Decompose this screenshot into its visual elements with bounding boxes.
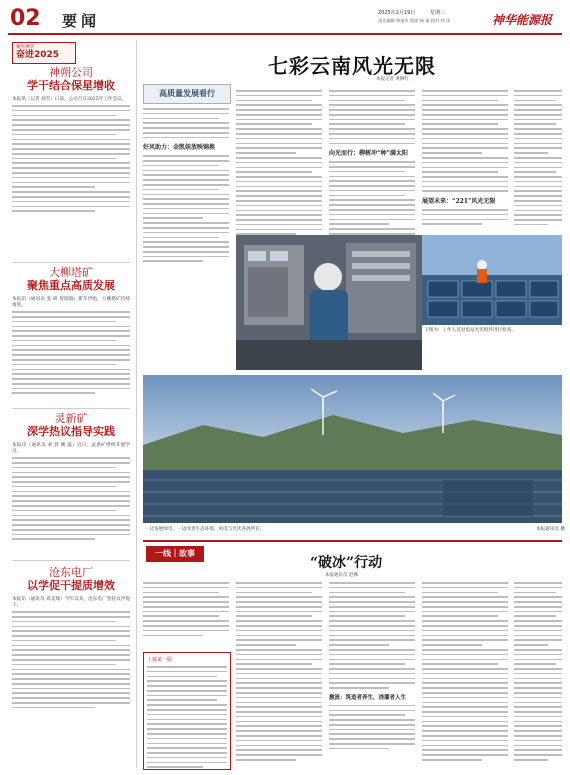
photo-caption-1: 下图为：工作人员对电站光伏组件进行检查。 bbox=[424, 328, 516, 333]
photo-landscape bbox=[143, 375, 562, 523]
photo-solar-panels bbox=[422, 235, 562, 325]
article-title-line1: 沧东电厂 bbox=[49, 566, 93, 579]
header-weekday: 星期三 bbox=[430, 10, 446, 16]
section-subhead-1: 好风助力：金凯娃放映锦换 bbox=[143, 144, 216, 152]
article-title-line2: 学干结合保星增收 bbox=[27, 79, 115, 92]
continued-box-title: 上接第一版 bbox=[147, 657, 173, 663]
header-date: 2025年2月19日 bbox=[378, 10, 416, 16]
banner-text: 高质量发展看行 bbox=[159, 89, 215, 98]
header-divider bbox=[8, 33, 562, 35]
main-byline: 本报记者 黄柳红 bbox=[376, 77, 409, 82]
main-headline: 七彩云南风光无限 bbox=[268, 54, 436, 78]
sidebar-divider bbox=[12, 560, 130, 561]
bottom-column-2 bbox=[236, 582, 322, 764]
sidebar-divider bbox=[12, 262, 130, 263]
sidebar-article-3 bbox=[12, 412, 130, 543]
article-title-line2: 深学热议指导实践 bbox=[27, 425, 115, 438]
badge-top-text: 聚焦神华 bbox=[16, 45, 34, 50]
continued-box bbox=[143, 652, 231, 770]
article-lead: 本报讯（通讯员 张 研 贺瑞瑞）新年伊始，大柳塔矿持续推进。 bbox=[12, 297, 130, 309]
article-title-line1: 大柳塔矿 bbox=[49, 266, 93, 279]
main-column-5 bbox=[514, 90, 562, 229]
section-subhead-2: 向光而行：柳树冲“种”满太阳 bbox=[329, 150, 408, 158]
article-title-line2: 以学促干提质增效 bbox=[27, 579, 115, 592]
bottom-column-4 bbox=[422, 582, 508, 764]
sidebar-badge bbox=[12, 42, 76, 64]
article-lead: 本报讯（通讯员 邓美瑞）今年以来，沧东电厂坚持以学促干。 bbox=[12, 597, 130, 609]
feature-bottom-rule bbox=[143, 540, 562, 542]
sidebar-article-1 bbox=[12, 66, 130, 215]
section-subhead-3: 展望未来：“221”风光无限 bbox=[422, 198, 496, 205]
article-body bbox=[12, 311, 130, 394]
section-name: 要闻 bbox=[62, 12, 101, 30]
bottom-byline: 本报通讯员 赵娜 bbox=[325, 573, 358, 578]
main-column-3 bbox=[329, 90, 415, 242]
article-lead: 本报讯（记者 刘雪）日前，公司召开2025年工作会议。 bbox=[12, 97, 127, 102]
bottom-kicker: 一线｜故事 bbox=[146, 546, 204, 562]
bottom-headline: “破冰”行动 bbox=[310, 555, 383, 571]
article-title-line2: 聚焦重点高质发展 bbox=[27, 279, 115, 292]
article-body bbox=[12, 105, 130, 212]
sidebar-column-rule bbox=[136, 40, 137, 768]
article-lead: 本报讯（通讯员 刘 晨 姚 磊）近日，灵新矿组织开展学习。 bbox=[12, 443, 130, 455]
article-title-line1: 神朔公司 bbox=[49, 66, 93, 79]
photo-credit: 本报通讯员 摄 bbox=[535, 527, 565, 532]
wind-solar-landscape-image bbox=[143, 375, 562, 523]
bottom-column-5 bbox=[514, 582, 562, 764]
masthead-logo: 神华能源报 bbox=[492, 13, 553, 27]
sidebar-article-4 bbox=[12, 566, 130, 712]
bottom-subhead: 激流：筑造者养生，浇灌者人生 bbox=[329, 694, 407, 701]
article-title-line1: 灵新矿 bbox=[54, 412, 88, 425]
photo-caption-2: 一边发展绿电，一边改善生态环境，风电与光伏各展所长。 bbox=[145, 527, 265, 532]
feature-banner bbox=[143, 84, 231, 104]
bottom-column-3 bbox=[329, 582, 415, 753]
main-column-2 bbox=[236, 90, 322, 238]
photo-control-room bbox=[236, 235, 422, 370]
sidebar-divider bbox=[12, 408, 130, 409]
control-room-image bbox=[236, 235, 422, 370]
article-body bbox=[12, 457, 130, 540]
header-editors: 责任编辑:黄丽芳 版面:杨 娅 校对:徐 彤 bbox=[378, 18, 451, 23]
main-column-1 bbox=[143, 108, 229, 265]
badge-bottom-text: 奋进2025 bbox=[16, 50, 60, 60]
main-column-4 bbox=[422, 90, 508, 228]
solar-panel-image bbox=[422, 235, 562, 325]
bottom-column-1 bbox=[143, 582, 229, 639]
page-number: 02 bbox=[10, 6, 41, 31]
article-body bbox=[12, 611, 130, 708]
sidebar-article-2 bbox=[12, 266, 130, 397]
